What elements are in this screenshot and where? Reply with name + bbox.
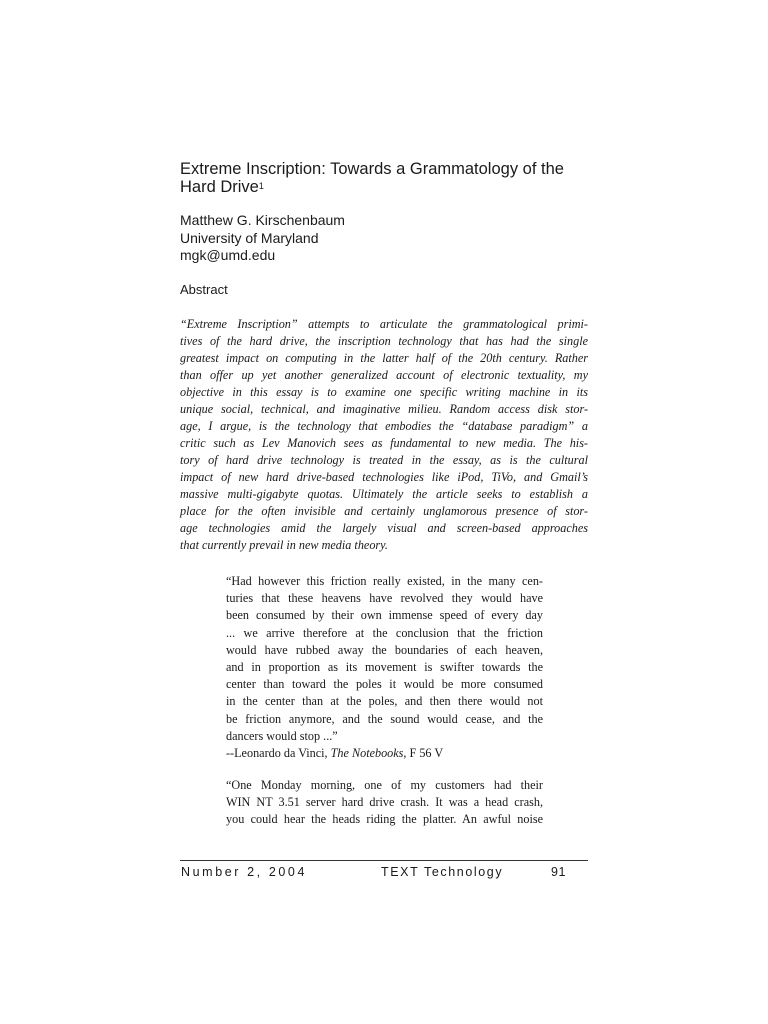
abstract-line: greatest impact on computing in the latter half of the 20th century. Rather [180, 351, 588, 365]
epigraph-customer [226, 777, 543, 829]
abstract-line: tory of hard drive technology is treated in the essay, as is the cultural [180, 453, 588, 467]
epigraph-line: dancers would stop ...” [226, 728, 338, 743]
abstract-line: unique social, technical, and imaginative milieu. Random access disk stor- [180, 402, 588, 416]
epigraph-line: would have rubbed away the boundaries of each heaven, [226, 642, 543, 657]
footer-rule [180, 860, 588, 861]
footer-journal: TEXT Technology [381, 865, 504, 879]
footer-issue: Number 2, 2004 [181, 865, 308, 879]
abstract-line: critic such as Lev Manovich sees as fundamental to new media. The his- [180, 436, 588, 450]
epigraph-da-vinci [226, 573, 543, 762]
abstract-body [180, 316, 588, 554]
epigraph-line: “Had however this friction really existed, in the many cen- [226, 574, 543, 588]
abstract-line: objective in this essay is to examine one specific writing machine in its [180, 385, 588, 399]
abstract-line: than offer up yet another generalized account of electronic textuality, my [180, 368, 588, 382]
epigraph-line: in the center than at the poles, and then there would not [226, 694, 543, 709]
article-title-text: Extreme Inscription: Towards a Grammatology of the Hard Drive [180, 160, 564, 196]
footer-page-number: 91 [551, 865, 566, 879]
abstract-line: massive multi-gigabyte quotas. Ultimately the article seeks to establish a [180, 487, 588, 501]
abstract-line: age, I argue, is the technology that embodies the “database paradigm” a [180, 419, 588, 433]
epigraph-line: be friction anymore, and the sound would cease, and the [226, 711, 543, 726]
author-block [180, 212, 345, 265]
abstract-line: “Extreme Inscription” attempts to articulate the grammatological primi- [180, 317, 588, 331]
author-name: Matthew G. Kirschenbaum [180, 212, 345, 228]
author-affiliation: University of Maryland [180, 229, 319, 246]
author-email: mgk@umd.edu [180, 247, 276, 263]
abstract-line: impact of new hard drive-based technologies like iPod, TiVo, and Gmail’s [180, 470, 588, 484]
article-title [180, 160, 600, 196]
attribution-work-title: The Notebooks [330, 746, 404, 761]
epigraph-line: and in proportion as its movement is swifter towards the [226, 660, 543, 675]
abstract-line: age technologies amid the largely visual and screen-based approaches [180, 521, 588, 535]
epigraph-line: turies that these heavens have revolved they would have [226, 591, 543, 606]
epigraph-line: you could hear the heads riding the platter. An awful noise [226, 812, 543, 827]
epigraph-attribution [226, 745, 543, 762]
abstract-line: place for the often invisible and certainly unglamorous presence of stor- [180, 504, 588, 518]
epigraph-line: center than toward the poles it would be more consumed [226, 677, 543, 692]
abstract-heading: Abstract [180, 282, 228, 297]
epigraph-line: WIN NT 3.51 server hard drive crash. It was a head crash, [226, 795, 543, 810]
epigraph-line: ... we arrive therefore at the conclusion that the friction [226, 625, 543, 640]
abstract-line: tives of the hard drive, the inscription technology that has had the single [180, 334, 588, 348]
attribution-suffix: , F 56 V [403, 746, 444, 761]
epigraph-line: been consumed by their own immense speed of every day [226, 608, 543, 623]
title-footnote-marker[interactable]: 1 [258, 181, 264, 191]
epigraph-line: “One Monday morning, one of my customers had their [226, 778, 543, 792]
abstract-line: that currently prevail in new media theory. [180, 538, 388, 552]
attribution-prefix: --Leonardo da Vinci, [226, 746, 331, 761]
